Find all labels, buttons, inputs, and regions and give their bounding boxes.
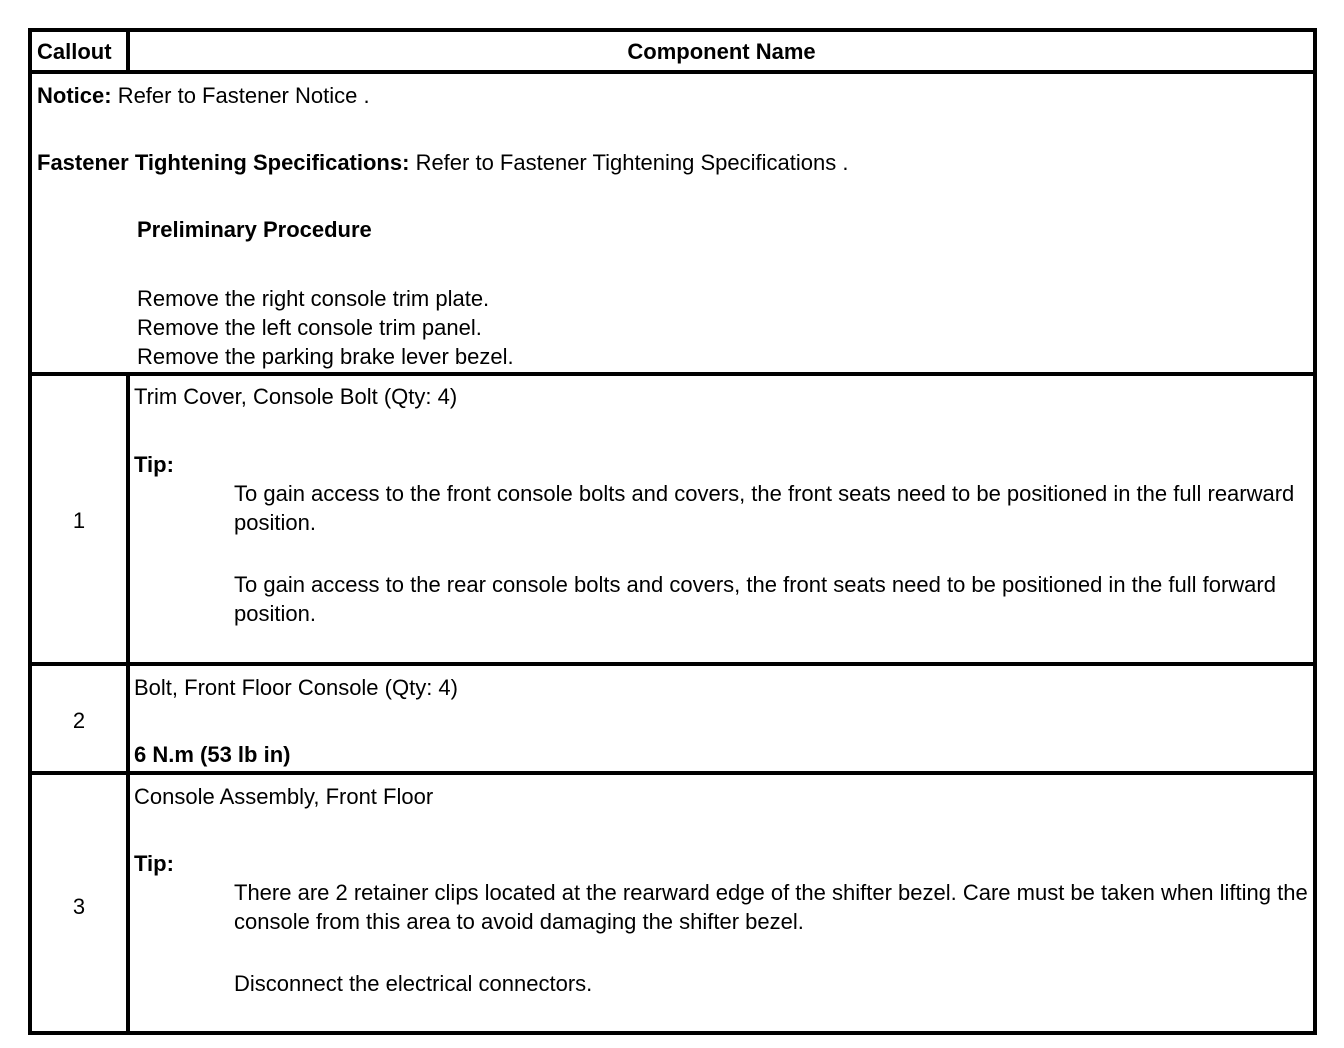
fastener-spec-label: Fastener Tightening Specifications:	[37, 150, 410, 175]
notice-text: Refer to Fastener Notice .	[117, 83, 370, 108]
preliminary-step: Remove the left console trim panel.	[137, 315, 482, 340]
tip-text: There are 2 retainer clips located at the rearward edge of the shifter bezel. Care must be taken when lifting the console from this area to avoid damaging the shifter bezel.	[234, 880, 1308, 934]
tip-text: Disconnect the electrical connectors.	[234, 971, 593, 996]
component-name: Console Assembly, Front Floor	[134, 784, 434, 809]
header-divider	[32, 70, 1313, 74]
tip-text: To gain access to the rear console bolts and covers, the front seats need to be positioned in the full forward position.	[234, 572, 1276, 626]
tip-text: To gain access to the front console bolts and covers, the front seats need to be positioned in the full rearward position.	[234, 481, 1295, 535]
callout-header: Callout	[37, 39, 112, 64]
component-table	[28, 28, 1317, 1035]
callout-number: 1	[72, 508, 86, 533]
tip-label: Tip:	[134, 452, 174, 477]
fastener-spec-line	[37, 148, 848, 177]
component-name-header: Component Name	[627, 39, 816, 64]
component-name: Bolt, Front Floor Console (Qty: 4)	[134, 675, 458, 700]
preliminary-step: Remove the right console trim plate.	[137, 286, 490, 311]
callout-number: 3	[72, 894, 86, 919]
row-divider	[32, 771, 1313, 775]
fastener-spec-text: Refer to Fastener Tightening Specifications .	[415, 150, 849, 175]
tip-label: Tip:	[134, 851, 174, 876]
rows-column-divider	[126, 372, 130, 1035]
callout-number: 2	[72, 708, 86, 733]
torque-spec: 6 N.m (53 lb in)	[134, 742, 291, 767]
preliminary-step: Remove the parking brake lever bezel.	[137, 344, 514, 369]
preliminary-procedure-title: Preliminary Procedure	[137, 217, 372, 242]
notice-line	[37, 81, 370, 110]
component-name: Trim Cover, Console Bolt (Qty: 4)	[134, 384, 458, 409]
notice-label: Notice:	[37, 83, 112, 108]
row-divider	[32, 662, 1313, 666]
intro-divider	[32, 372, 1313, 376]
